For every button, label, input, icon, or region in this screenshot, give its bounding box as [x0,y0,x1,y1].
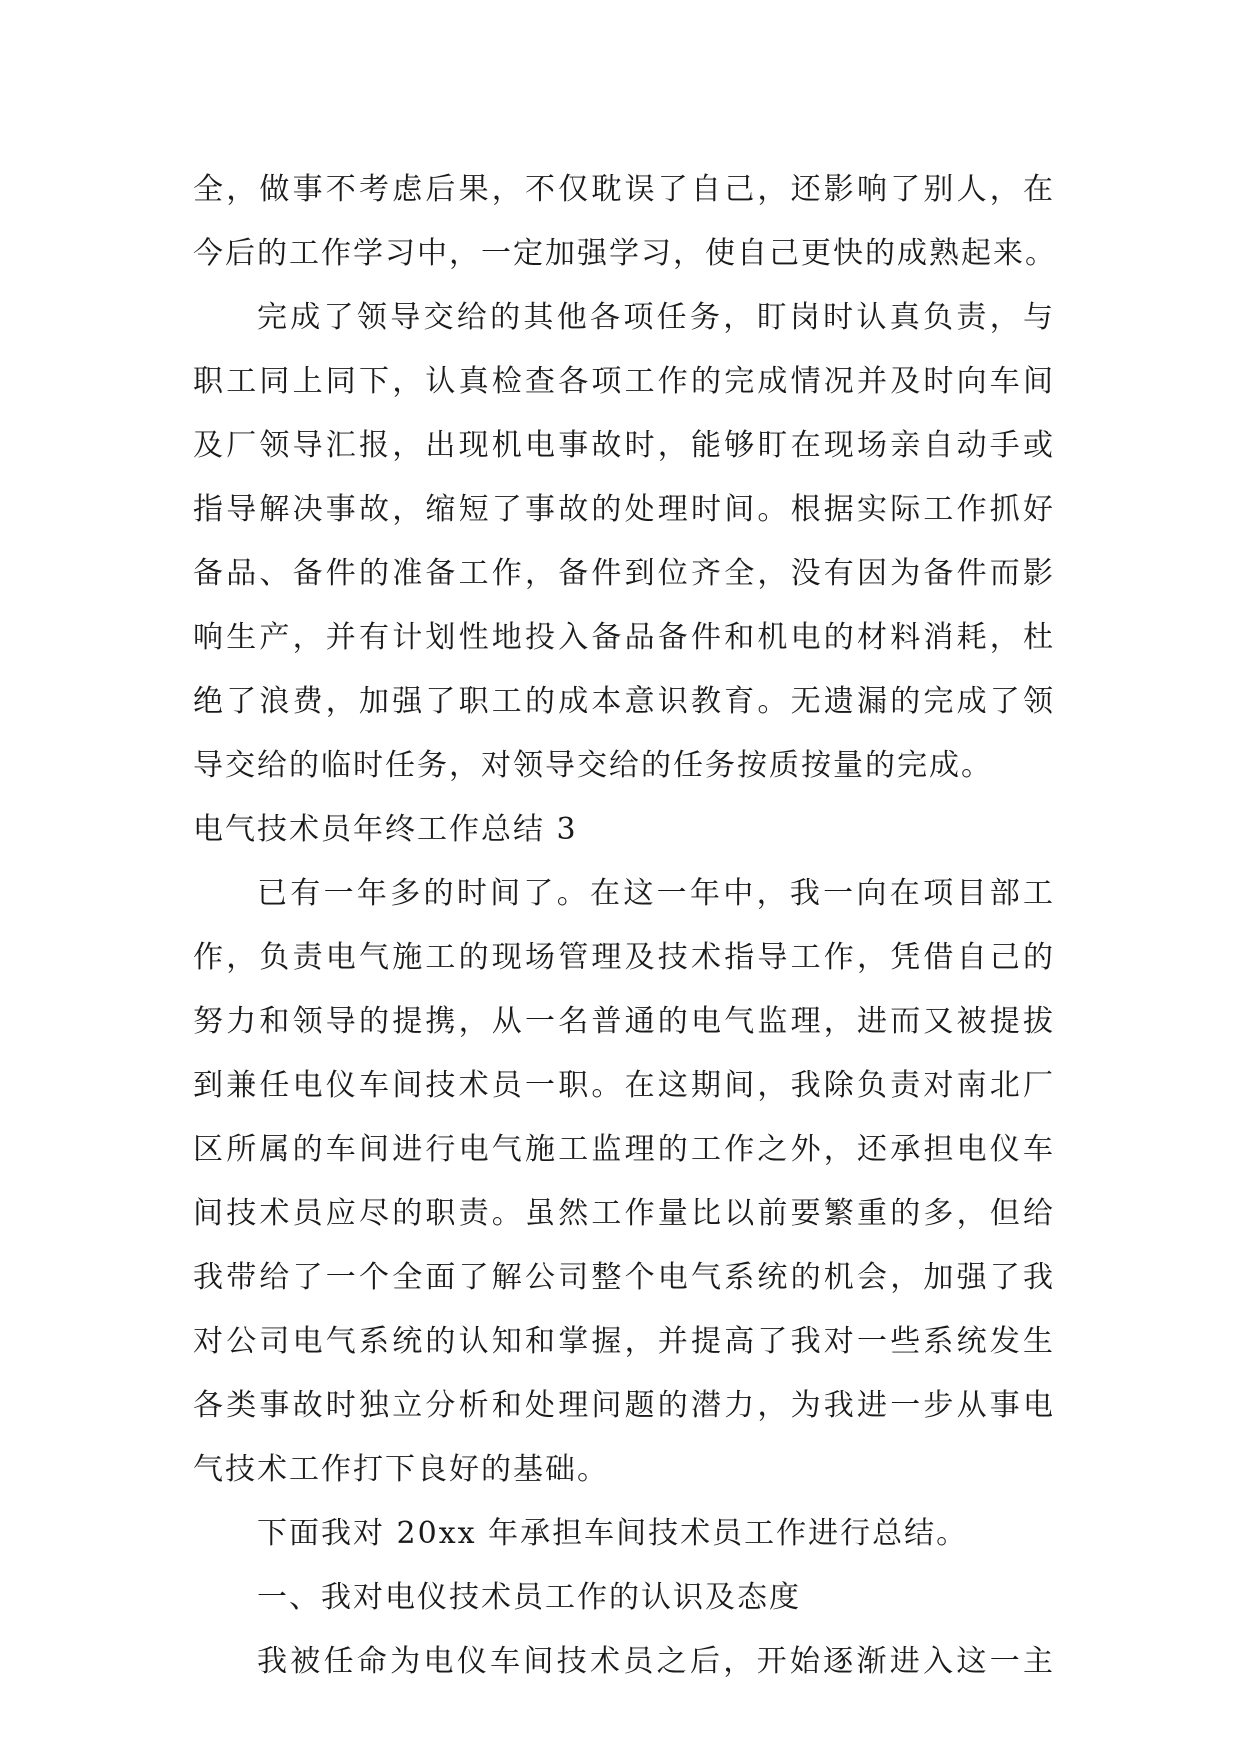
text-line: 作，负责电气施工的现场管理及技术指导工作，凭借自己的 [193,940,1053,975]
section-heading: 电气技术员年终工作总结 3 [193,812,578,847]
text-line: 区所属的车间进行电气施工监理的工作之外，还承担电仪车 [193,1132,1053,1167]
text-line: 各类事故时独立分析和处理问题的潜力，为我进一步从事电 [193,1388,1053,1423]
paragraph-start-line: 完成了领导交给的其他各项任务，盯岗时认真负责，与 [257,300,1053,335]
text-line: 及厂领导汇报，出现机电事故时，能够盯在现场亲自动手或 [193,428,1053,463]
text-line: 今后的工作学习中，一定加强学习，使自己更快的成熟起来。 [193,236,1057,271]
text-line: 绝了浪费，加强了职工的成本意识教育。无遗漏的完成了领 [193,684,1053,719]
text-line: 到兼任电仪车间技术员一职。在这期间，我除负责对南北厂 [193,1068,1053,1103]
subheading-line: 一、我对电仪技术员工作的认识及态度 [257,1580,801,1615]
text-line: 职工同上同下，认真检查各项工作的完成情况并及时向车间 [193,364,1053,399]
paragraph-line: 下面我对 20xx 年承担车间技术员工作进行总结。 [257,1516,969,1551]
text-line: 气技术工作打下良好的基础。 [193,1452,609,1487]
text-line: 指导解决事故，缩短了事故的处理时间。根据实际工作抓好 [193,492,1053,527]
text-line: 响生产，并有计划性地投入备品备件和机电的材料消耗，杜 [193,620,1053,655]
paragraph-start-line: 已有一年多的时间了。在这一年中，我一向在项目部工 [257,876,1053,911]
paragraph-start-line: 我被任命为电仪车间技术员之后，开始逐渐进入这一主 [257,1644,1053,1679]
text-line: 间技术员应尽的职责。虽然工作量比以前要繁重的多，但给 [193,1196,1053,1231]
text-line: 努力和领导的提携，从一名普通的电气监理，进而又被提拔 [193,1004,1053,1039]
text-line: 全，做事不考虑后果，不仅耽误了自己，还影响了别人，在 [193,172,1053,207]
text-line: 导交给的临时任务，对领导交给的任务按质按量的完成。 [193,748,993,783]
text-line: 备品、备件的准备工作，备件到位齐全，没有因为备件而影 [193,556,1053,591]
text-line: 对公司电气系统的认知和掌握，并提高了我对一些系统发生 [193,1324,1053,1359]
text-line: 我带给了一个全面了解公司整个电气系统的机会，加强了我 [193,1260,1053,1295]
